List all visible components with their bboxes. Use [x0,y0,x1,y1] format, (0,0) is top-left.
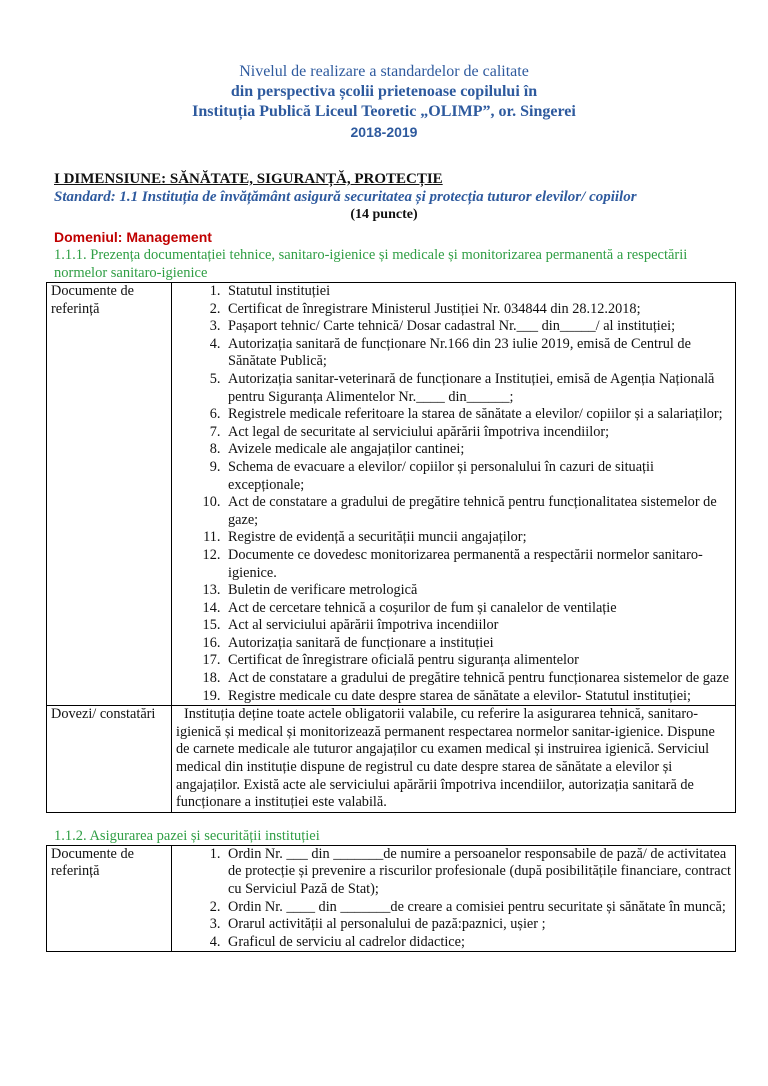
list-item: 18. Act de constatare a gradului de pregătire tehnică pentru funcționarea sistemelor de gaze [224,670,731,688]
docs-list [176,283,731,705]
list-item: 1. Ordin Nr. ___ din _______de numire a persoanelor responsabile de pază/ de activitatea de protecție și prevenire a riscurilor profesionale (după posibilitățile financiare, contract cu Serviciul Pază de Stat); [224,846,731,899]
table-row [47,706,736,813]
list-item: 11. Registre de evidență a securității muncii angajaților; [224,529,731,547]
school-year: 2018-2019 [350,124,418,140]
list-item: 2. Ordin Nr. ____ din _______de creare a comisiei pentru securitate și sănătate în muncă; [224,899,731,917]
list-item: 4. Graficul de serviciu al cadrelor didactice; [224,934,731,952]
list-item: 7. Act legal de securitate al serviciului apărării împotriva incendiilor; [224,424,731,442]
document-page [0,62,768,1086]
list-item: 4. Autorizația sanitară de funcționare Nr.166 din 23 iulie 2019, emisă de Centrul de Sănătate Publică; [224,336,731,371]
docs-list-cell [172,845,736,952]
domain-heading: Domeniul: Management [54,229,212,245]
header-line-3: Instituția Publică Liceul Teoretic „OLIMP”, or. Singerei [192,103,576,120]
indicator-2-table [46,845,736,953]
points-label: (14 puncte) [350,207,418,222]
list-item: 5. Autorizația sanitar-veterinară de funcționare a Instituției, emisă de Agenția Națională pentru Siguranța Alimentelor Nr.____ din______; [224,371,731,406]
list-item: 13. Buletin de verificare metrologică [224,582,731,600]
list-item: 19. Registre medicale cu date despre starea de sănătate a elevilor- Statutul instituției; [224,688,731,706]
list-item: 1. Statutul instituției [224,283,731,301]
table-row [47,845,736,952]
indicator-1: 1.1.1. Prezența documentației tehnice, sanitaro-igienice și medicale și monitorizarea permanentă a respectării normelor sanitaro-igienice [54,247,688,281]
indicator-2: 1.1.2. Asigurarea pazei și securității instituției [54,827,320,844]
list-item: 12. Documente ce dovedesc monitorizarea permanentă a respectării normelor sanitaro-igienice. [224,547,731,582]
list-item: 3. Pașaport tehnic/ Carte tehnică/ Dosar cadastral Nr.___ din_____/ al instituției; [224,318,731,336]
evidence-label-cell: Dovezi/ constatări [47,706,172,813]
docs-label-cell: Documente de referință [47,283,172,706]
header-line-2: din perspectiva școlii prietenoase copilului în [230,83,538,100]
docs-list [176,846,731,952]
list-item: 3. Orarul activității al personalului de pază:paznici, ușier ; [224,916,731,934]
evidence-cell: Instituția deține toate actele obligatorii valabile, cu referire la asigurarea tehnică, sanitaro-igienică și medical și monitorizează permanent respectarea normelor sanitar-igienice. Dispune de carnete medicale ale tuturor angajaților cu examen medical și instruirea igienică. Serviciul medical din instituție dispune de registrul cu date despre starea de sănătate a elevilor și angajaților. Există acte ale serviciului apărării împotriva incendiilor, autorizația sanitară de funcționare a instituției este valabilă. [172,706,736,813]
list-item: 8. Avizele medicale ale angajaților cantinei; [224,441,731,459]
table-row [47,283,736,706]
list-item: 10. Act de constatare a gradului de pregătire tehnică pentru funcționalitatea sistemelor de gaze; [224,494,731,529]
standard-heading: Standard: 1.1 Instituția de învățământ asigură securitatea și protecția tuturor elevilor/ copiilor [54,189,637,205]
header-line-1: Nivelul de realizare a standardelor de calitate [239,63,529,80]
dimension-heading: I DIMENSIUNE: SĂNĂTATE, SIGURANȚĂ, PROTECȚIE [54,171,443,187]
docs-list-cell [172,283,736,706]
list-item: 2. Certificat de înregistrare Ministerul Justiției Nr. 034844 din 28.12.2018; [224,301,731,319]
indicator-1-table [46,282,736,813]
list-item: 16. Autorizația sanitară de funcționare a instituției [224,635,731,653]
list-item: 6. Registrele medicale referitoare la starea de sănătate a elevilor/ copiilor și a salariaților; [224,406,731,424]
list-item: 17. Certificat de înregistrare oficială pentru siguranța alimentelor [224,652,731,670]
document-header [0,62,768,122]
list-item: 9. Schema de evacuare a elevilor/ copiilor și personalului în cazuri de situații excepționale; [224,459,731,494]
list-item: 14. Act de cercetare tehnică a coșurilor de fum și canalelor de ventilație [224,600,731,618]
docs-label-cell: Documente de referință [47,845,172,952]
list-item: 15. Act al serviciului apărării împotriva incendiilor [224,617,731,635]
